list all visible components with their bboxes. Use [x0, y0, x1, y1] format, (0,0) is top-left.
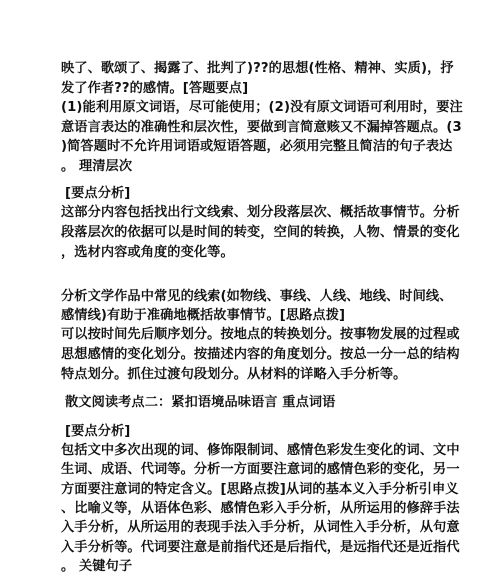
text-line: 入手分析等。代词要注意是前指代还是后指代，是远指代还是近指代 — [61, 540, 460, 555]
text-line: 这部分内容包括找出行文线索、划分段落层次、概括故事情节。分析 — [61, 205, 460, 220]
text-line: 。 关键句子 — [61, 559, 133, 574]
text-line: )简答题时不允许用词语或短语答题，必须用完整且简洁的句子表达 — [61, 139, 453, 154]
text-line: 包括文中多次出现的词、修饰限制词、感情色彩发生变化的词、文中 — [61, 443, 460, 458]
text-line: 。 理清层次 — [61, 159, 133, 174]
text-line: 、比喻义等，从语体色彩、感情色彩入手分析，从所运用的修辞手法 — [61, 501, 460, 516]
section-tag: [要点分析] — [65, 186, 131, 201]
text-line: 发了作者??的感情。[答题要点] — [61, 81, 249, 96]
text-line: 分析文学作品中常见的线索(如物线、事线、人线、地线、时间线、 — [61, 289, 453, 304]
text-line: 生词、成语、代词等。分析一方面要注意词的感情色彩的变化，另一 — [61, 462, 460, 477]
text-line: ，选材内容或角度的变化等。 — [61, 245, 234, 260]
text-line: 可以按时间先后顺序划分。按地点的转换划分。按事物发展的过程或 — [61, 327, 460, 342]
section-heading: 散文阅读考点二：紧扣语境品味语言 重点词语 — [65, 395, 336, 410]
text-line: 意语言表达的准确性和层次性，要做到言简意赅又不漏掉答题点。(3 — [61, 120, 462, 135]
text-line: 段落层次的依据可以是时间的转变，空间的转换，人物、情景的变化 — [61, 225, 460, 240]
section-tag: [要点分析] — [65, 424, 131, 439]
text-line: 思想感情的变化划分。按描述内容的角度划分。按总一分一总的结构 — [61, 347, 460, 362]
text-line: 方面要注意词的特定含义。[思路点拨]从词的基本义入手分析引申义 — [61, 482, 459, 497]
text-line: 特点划分。抓住过渡句段划分。从材料的详略入手分析等。 — [61, 367, 407, 382]
text-line: 感情线)有助于准确地概括故事情节。[思路点拨] — [61, 308, 346, 323]
text-line: 映了、歌颂了、揭露了、批判了)??的思想(性格、精神、实质)，抒 — [61, 61, 454, 76]
text-line: 入手分析，从所运用的表现手法入手分析，从词性入手分析，从句意 — [61, 520, 460, 535]
text-line: (1)能利用原文词语，尽可能使用；(2)没有原文词语可利用时，要注 — [61, 100, 463, 115]
